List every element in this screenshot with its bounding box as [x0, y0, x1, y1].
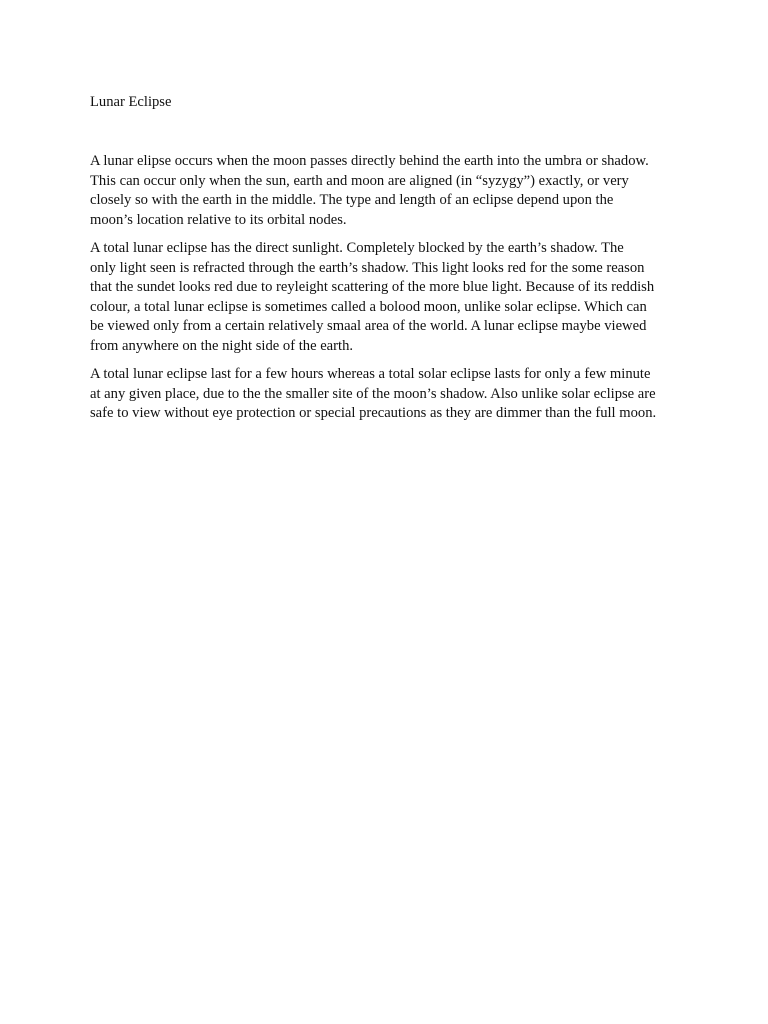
paragraph-3: [90, 365, 682, 424]
paragraph-line: from anywhere on the night side of the earth.: [90, 337, 354, 354]
paragraph-line: that the sundet looks red due to reyleight scattering of the more blue light. Because of its reddish: [90, 279, 655, 295]
paragraph-line: be viewed only from a certain relatively smaal area of the world. A lunar eclipse maybe viewed: [90, 318, 647, 334]
document-title: Lunar Eclipse: [90, 94, 172, 110]
paragraph-line: colour, a total lunar eclipse is sometimes called a bolood moon, unlike solar eclipse. Which can: [90, 298, 647, 315]
paragraph-line: closely so with the earth in the middle. The type and length of an eclipse depend upon the: [90, 192, 614, 208]
paragraph-line: A total lunar eclipse last for a few hours whereas a total solar eclipse lasts for only a few minute: [90, 366, 651, 382]
paragraph-line: moon’s location relative to its orbital nodes.: [90, 211, 347, 228]
paragraph-line: A total lunar eclipse has the direct sunlight. Completely blocked by the earth’s shadow. The: [90, 240, 624, 256]
paragraph-line: only light seen is refracted through the earth’s shadow. This light looks red for the some reason: [90, 259, 645, 276]
paragraph-1: [90, 152, 682, 230]
paragraph-line: safe to view without eye protection or special precautions as they are dimmer than the full moon.: [90, 405, 657, 421]
paragraph-line: This can occur only when the sun, earth and moon are aligned (in “syzygy”) exactly, or very: [90, 172, 629, 189]
paragraph-line: at any given place, due to the the smaller site of the moon’s shadow. Also unlike solar eclipse are: [90, 385, 656, 402]
document-body: [90, 152, 682, 433]
paragraph-line: A lunar elipse occurs when the moon passes directly behind the earth into the umbra or shadow.: [90, 153, 649, 169]
paragraph-2: [90, 239, 682, 356]
